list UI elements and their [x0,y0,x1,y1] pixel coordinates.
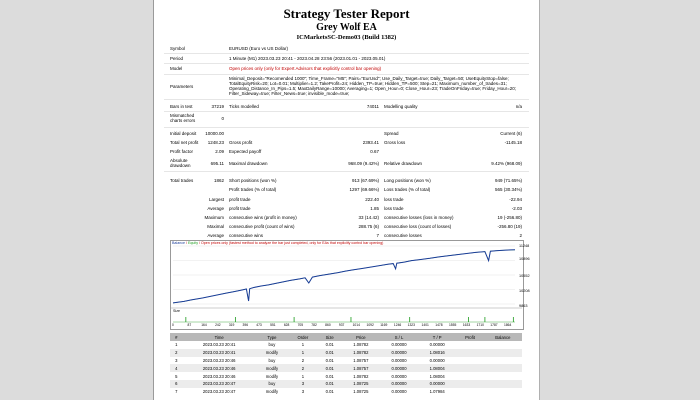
maximal-cons-profit-value: 288.75 (6) [358,224,379,229]
period-value: 1 Minute (M1) 2023.03.23 20:41 - 2023.04.28 23:56 (2023.01.01 - 2023.05.01) [229,56,386,61]
avg-cons-losses-label: consecutive losses [384,233,422,238]
ticks-value: 74011 [366,104,379,109]
x-tick: 1478 [435,323,443,327]
table-cell: 0.00000 [429,342,445,348]
x-tick: 705 [297,323,304,327]
table-cell: 0.01 [325,389,334,395]
table-cell [456,349,483,357]
table-cell: modify [265,373,279,379]
x-tick: 87 [187,323,192,327]
max-cons-losses-value: 19 (-256.80) [497,215,522,220]
x-tick: 551 [270,323,276,327]
table-cell: 3 [288,380,317,388]
x-tick: 1323 [407,323,415,327]
col-profit: Profit [456,333,483,341]
bars-label: Bars in test [170,104,193,109]
table-cell [456,372,483,380]
x-tick: 396 [242,323,249,327]
deals-table [170,333,522,396]
long-positions-label: Long positions (won %) [384,178,431,183]
col-price: Price [342,333,380,341]
average-profit-value: 1.85 [370,206,379,211]
table-row [170,364,522,372]
initial-deposit-value: 10000.00 [205,131,224,136]
chart-legend: Balance / Equity / Open prices only (fastest method to analyze the bar just completed, only for EAs that explicitly control bar opening) [172,241,384,245]
balance-line [173,250,515,303]
gross-profit-label: Gross profit [229,140,253,145]
largest-profit-label: profit trade [229,197,251,202]
table-cell: 5 [175,373,178,379]
x-tick: 1246 [393,323,402,327]
table-cell: modify [256,364,289,372]
ea-name: Grey Wolf EA [316,22,377,33]
table-cell [484,372,522,380]
divider [164,74,529,75]
parameters-line-2: TotalEquityRisk=20; Lot=0.01; Multiplier=1.2; TakeProfit=24; Hidden_TP=true; Hidden_TP=500; Step=21; Maximum_number_of_trades=31; [229,81,507,86]
deals-header-row [170,333,522,341]
table-cell: 2 [288,364,317,372]
net-profit-label: Total net profit [170,140,199,145]
max-cons-losses-label: consecutive losses (loss in money) [384,215,454,220]
table-cell: 2023.03.23 20:46 [202,373,236,379]
col-tp: T / P [418,333,456,341]
legend-equity: Equity [188,241,198,245]
table-cell: 2023.03.23 20:47 [183,380,256,388]
equity-line [173,250,515,303]
average2-label: Average [207,233,224,238]
table-cell: 0.00000 [391,389,407,395]
largest-loss-value: -22.94 [509,197,522,202]
avg-cons-losses-value: 2 [519,233,522,238]
total-trades-value: 1862 [213,178,224,183]
table-cell: 1.08782 [342,349,380,357]
maximal-cons-loss-label: consecutive loss (count of losses) [384,224,452,229]
parameters-line-4: Filter_Sideway=true; Filter_News=true; invisible_mode=true; [229,91,350,96]
table-cell: 1 [301,342,305,348]
table-cell: buy [268,357,276,363]
y-tick: 11248 [519,244,530,248]
maximal-label: Maximal [207,224,224,229]
relative-dd-label: Relative drawdown [384,161,423,166]
maximum-label: Maximum [204,215,224,220]
x-tick: 1864 [504,323,512,327]
table-row [170,341,522,349]
table-cell [456,357,483,365]
model-value: Open prices only (only for Expert Advisors that explicitly control bar opening) [229,66,382,71]
average-loss-value: -2.03 [511,206,522,211]
max-cons-wins-label: consecutive wins (profit in money) [229,215,297,220]
table-cell [484,341,522,349]
table-cell: 2023.03.23 20:47 [202,389,236,395]
absolute-dd-value: 695.11 [210,161,224,166]
table-cell: 0.01 [325,342,334,348]
table-cell: 1.08004 [429,373,445,379]
average-loss-label: loss trade [384,206,404,211]
ticks-label: Ticks modelled [229,104,259,109]
table-row [170,372,522,380]
symbol-label: Symbol [170,46,186,51]
table-cell [456,380,483,388]
largest-loss-label: loss trade [384,197,404,202]
model-label: Model [170,66,183,71]
col-balance: Balance [484,333,522,341]
x-tick: 628 [283,323,290,327]
mismatched-value: 0 [221,116,224,121]
x-tick: 473 [256,323,262,327]
largest-profit-value: 222.40 [365,197,379,202]
spread-value: Current (6) [500,131,522,136]
col-number: # [170,333,183,341]
expected-payoff-label: Expected payoff [229,149,262,154]
mismatched-label-2: charts errors [170,118,196,123]
balance-chart-svg [170,240,524,330]
x-tick: 1401 [421,323,429,327]
quality-value: n/a [515,104,522,109]
table-cell [456,364,483,372]
table-cell: 0.00000 [391,357,407,363]
table-cell [484,388,522,396]
table-cell: 1 [301,373,305,379]
absolute-dd-label-1: Absolute [170,158,188,163]
maximal-dd-value: 968.09 (9.42%) [348,161,379,166]
divider [164,127,529,128]
table-cell: 0.01 [325,373,334,379]
x-tick: 937 [338,323,345,327]
avg-cons-wins-value: 7 [376,233,379,238]
parameters-label: Parameters [170,84,194,89]
table-cell: 0.01 [318,380,342,388]
table-cell: 6 [170,380,183,388]
table-cell: 0.00000 [380,364,418,372]
table-cell: 2023.03.23 20:41 [202,342,236,348]
col-sl: S / L [380,333,418,341]
table-row [170,357,522,365]
initial-deposit-label: Initial deposit [170,131,197,136]
parameters-line-1: Minimal_Deposit="Recomended 1000"; Time_Frame="M5"; Pairs="EurUsd"; Use_Daily_Target=true; Daily_Target=50; UseEquityStop=false; [229,76,509,81]
table-cell [484,357,522,365]
table-cell: buy [256,380,289,388]
x-tick: 860 [325,323,331,327]
table-cell: 1.08004 [418,364,456,372]
col-time: Time [183,333,256,341]
table-cell: 2023.03.23 20:41 [183,349,256,357]
bars-value: 37219 [211,104,224,109]
y-tick: 10896 [519,257,530,261]
y-tick: 10552 [519,274,530,278]
expected-payoff-value: 0.67 [370,149,379,154]
server-build: ICMarketsSC-Demo03 (Build 1382) [296,34,397,41]
size-label: Size [173,309,180,313]
absolute-dd-label-2: drawdown [170,163,191,168]
table-cell [456,388,483,396]
table-cell: 1.08757 [342,364,380,372]
table-cell: 1.07984 [429,389,445,395]
table-cell [484,364,522,372]
table-cell: 0.00000 [380,380,418,388]
table-cell: 0.01 [318,364,342,372]
avg-cons-wins-label: consecutive wins [229,233,264,238]
divider [164,53,529,54]
table-row [170,349,522,357]
table-cell: 1.08757 [353,357,369,363]
table-cell: 1.08725 [353,389,369,395]
table-cell: 0.00000 [380,349,418,357]
table-cell: 1.08725 [342,380,380,388]
x-tick: 1555 [448,323,457,327]
table-cell: 2023.03.23 20:46 [202,357,236,363]
maximal-dd-label: Maximal drawdown [229,161,268,166]
table-cell: 3 [175,357,178,363]
table-cell: modify [265,389,279,395]
table-cell: 1.08782 [353,373,369,379]
short-positions-value: 913 (67.69%) [351,178,379,183]
table-cell: 2 [170,349,183,357]
x-tick: 1014 [352,323,360,327]
legend-model: Open prices only (fastest method to analyze the bar just completed, only for EAs that explicitly control bar opening) [201,241,384,245]
quality-label: Modelling quality [384,104,418,109]
table-cell: 4 [170,364,183,372]
divider [164,171,529,172]
table-cell: 0.00000 [418,380,456,388]
profit-trades-label: Profit trades (% of total) [229,187,277,192]
profit-trades-value: 1297 (69.66%) [349,187,379,192]
spread-label: Spread [384,131,399,136]
loss-trades-label: Loss trades (% of total) [384,187,431,192]
short-positions-label: Short positions (won %) [229,178,277,183]
divider [164,111,529,112]
gross-profit-value: 2393.41 [362,140,379,145]
table-cell: 3 [301,389,305,395]
total-trades-label: Total trades [170,178,194,183]
table-cell: 1.08016 [418,349,456,357]
gross-loss-label: Gross loss [384,140,406,145]
divider [164,63,529,64]
net-profit-value: 1248.23 [207,140,224,145]
x-tick: 1633 [462,323,471,327]
table-cell: 1 [175,342,178,348]
table-cell: 1 [288,349,317,357]
col-order: Order [288,333,317,341]
divider [164,99,529,100]
average-profit-label: profit trade [229,206,251,211]
x-tick: 1787 [490,323,498,327]
x-tick: 0 [172,323,174,327]
table-cell [484,349,522,357]
table-cell: 0.01 [325,357,334,363]
max-cons-wins-value: 33 (14.42) [358,215,379,220]
symbol-value: EURUSD (Euro vs US Dollar) [229,46,289,51]
x-tick: 1710 [476,323,484,327]
table-cell: 1.08782 [353,342,369,348]
table-cell: modify [256,349,289,357]
table-cell: 0.01 [318,349,342,357]
table-row [170,388,522,396]
table-cell: 0.00000 [391,342,407,348]
loss-trades-value: 565 (30.34%) [494,187,522,192]
col-size: Size [318,333,342,341]
relative-dd-value: 9.42% (968.09) [491,161,522,166]
table-cell: 2 [301,357,305,363]
table-cell [484,380,522,388]
gross-loss-value: -1145.18 [504,140,522,145]
col-type: Type [256,333,289,341]
maximal-cons-profit-label: consecutive profit (count of wins) [229,224,295,229]
table-row [170,380,522,388]
y-tick: 10208 [519,289,530,293]
x-tick: 319 [228,323,235,327]
x-tick: 782 [311,323,317,327]
long-positions-value: 949 (71.65%) [494,178,522,183]
table-cell: 7 [175,389,178,395]
table-cell: 2023.03.23 20:46 [183,364,256,372]
profit-factor-value: 2.09 [215,149,224,154]
table-cell: 0.00000 [429,357,445,363]
x-tick: 1092 [366,323,374,327]
report-title: Strategy Tester Report [283,6,410,21]
x-tick: 1169 [380,323,388,327]
average-label: Average [207,206,224,211]
table-cell [456,341,483,349]
profit-factor-label: Profit factor [170,149,194,154]
period-label: Period [170,56,184,61]
x-tick: 242 [215,323,221,327]
table-cell: buy [268,342,276,348]
legend-balance: Balance [172,241,185,245]
largest-label: Largest [208,197,224,202]
parameters-line-3: Operating_Distance_In_Pips=1.5; MaxDailyRange=10000; Averaging=1; Open_Hour=0; Close_Hour=23; TradeOnFriday=true; Friday_Hour=20; [229,86,516,91]
mismatched-label-1: Mismatched [170,113,195,118]
maximal-cons-loss-value: -256.80 (19) [497,224,522,229]
table-cell: 0.00000 [391,373,407,379]
x-tick: 164 [201,323,207,327]
y-tick: 9863 [519,304,528,308]
report-sheet [153,0,540,400]
